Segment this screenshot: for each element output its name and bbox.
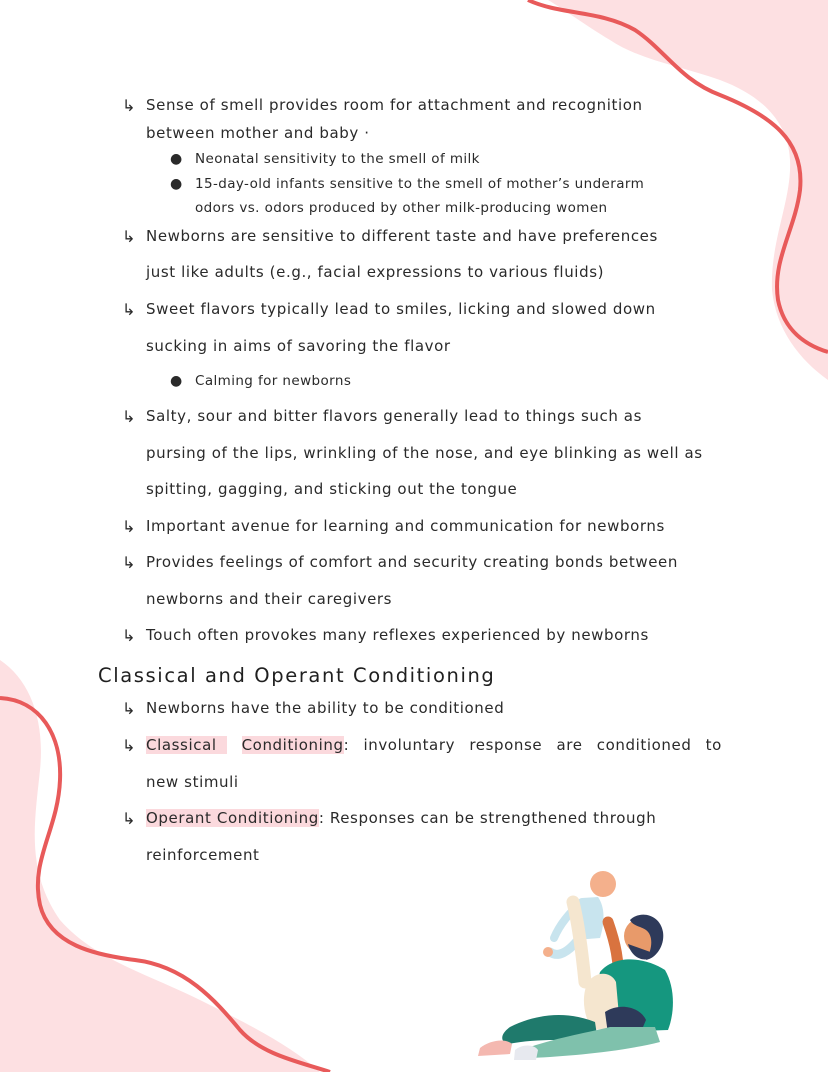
section-heading-conditioning: Classical and Operant Conditioning: [98, 664, 496, 687]
arrow-bullet-icon: ↳: [122, 736, 137, 755]
justified-word: [146, 736, 227, 754]
arrow-bullet-icon: ↳: [122, 553, 137, 572]
classical-term-word2: Conditioning: [241, 736, 344, 754]
arrow-bullet-icon: ↳: [122, 626, 137, 645]
justified-word: are: [556, 736, 583, 754]
justified-word: conditioned: [596, 736, 692, 754]
baby-foot: [543, 947, 553, 957]
operant-term-highlight: Operant Conditioning: [146, 809, 319, 827]
baby-head: [590, 871, 616, 897]
operant-line: Operant Conditioning: Responses can be strengthened through: [146, 809, 657, 827]
dot-bullet-icon: ●: [170, 151, 183, 167]
arrow-bullet-icon: ↳: [122, 517, 137, 536]
classical-term-highlight: Classical: [146, 736, 228, 754]
justified-word: Conditioning:: [241, 736, 350, 754]
justified-word: to: [705, 736, 722, 754]
parent-shoe-left: [478, 1041, 512, 1056]
justified-word: response: [469, 736, 543, 754]
arrow-bullet-icon: ↳: [122, 699, 137, 718]
parent-shoe-right: [514, 1046, 538, 1061]
parent-lifting-baby-illustration: [470, 862, 690, 1062]
justified-word: involuntary: [363, 736, 456, 754]
arrow-bullet-icon: ↳: [122, 407, 137, 426]
dot-bullet-icon: ●: [170, 373, 183, 389]
arrow-bullet-icon: ↳: [122, 300, 137, 319]
dot-bullet-icon: ●: [170, 176, 183, 192]
arrow-bullet-icon: ↳: [122, 809, 137, 828]
arrow-bullet-icon: ↳: [122, 96, 137, 115]
arrow-bullet-icon: ↳: [122, 227, 137, 246]
classical-justified-line: [146, 736, 722, 754]
